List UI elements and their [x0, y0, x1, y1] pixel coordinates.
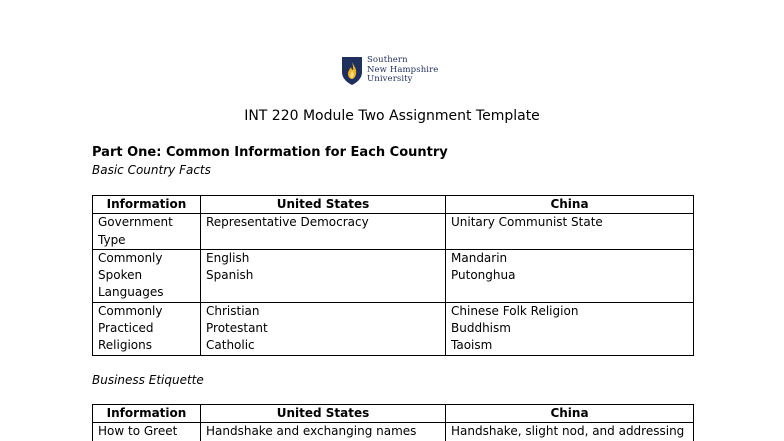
us-cell [201, 302, 446, 355]
table-row [93, 302, 694, 355]
column-header: United States [201, 196, 446, 214]
cell-line: Religions [98, 338, 152, 353]
cell-line: Chinese Folk Religion [451, 303, 579, 318]
business-etiquette-label: Business Etiquette [92, 373, 204, 387]
column-header: China [446, 196, 694, 214]
cell-line: Type [98, 232, 126, 247]
university-logo [341, 56, 438, 86]
us-cell [201, 214, 446, 250]
cell-line: Buddhism [451, 321, 511, 336]
info-cell [93, 423, 201, 441]
cell-line: Christian [206, 303, 260, 318]
column-header: United States [201, 405, 446, 423]
column-header: Information [93, 196, 201, 214]
cell-line: Languages [98, 285, 164, 300]
info-cell [93, 214, 201, 250]
logo-wordmark [367, 56, 438, 85]
table-row [93, 423, 694, 441]
cell-line: Commonly [98, 303, 163, 318]
column-header: China [446, 405, 694, 423]
basic-facts-table [92, 195, 694, 356]
part-one-heading: Part One: Common Information for Each Country [92, 145, 448, 160]
table-row [93, 214, 694, 250]
cell-line: Mandarin [451, 250, 508, 265]
column-header: Information [93, 405, 201, 423]
cell-line: Spoken [98, 268, 143, 283]
cell-line: Spanish [206, 268, 254, 283]
cell-line: Putonghua [451, 268, 516, 283]
cell-line: Taoism [451, 338, 493, 353]
cell-line: Catholic [206, 338, 255, 353]
document-title: INT 220 Module Two Assignment Template [244, 108, 540, 124]
cell-line: Representative Democracy [206, 215, 369, 230]
table-row [93, 249, 694, 302]
shield-flame-icon [341, 56, 363, 86]
us-cell [201, 249, 446, 302]
cell-line: Unitary Communist State [451, 215, 603, 230]
china-cell [446, 214, 694, 250]
cell-line: Government [98, 215, 173, 230]
info-cell [93, 249, 201, 302]
basic-country-facts-label: Basic Country Facts [92, 163, 211, 177]
cell-line: Practiced [98, 321, 154, 336]
cell-line: Handshake and exchanging names [206, 424, 417, 439]
info-cell [93, 302, 201, 355]
logo-line: University [367, 74, 413, 84]
china-cell [446, 423, 694, 441]
cell-line: How to Greet [98, 424, 178, 439]
china-cell [446, 302, 694, 355]
table-header-row [93, 196, 694, 214]
cell-line: Commonly [98, 250, 163, 265]
china-cell [446, 249, 694, 302]
us-cell [201, 423, 446, 441]
cell-line: Handshake, slight nod, and addressing [451, 424, 685, 439]
table-header-row [93, 405, 694, 423]
cell-line: English [206, 250, 250, 265]
business-etiquette-table [92, 404, 694, 441]
logo-line: Southern [367, 55, 408, 65]
logo-line: New Hampshire [367, 64, 439, 75]
cell-line: Protestant [206, 321, 268, 336]
